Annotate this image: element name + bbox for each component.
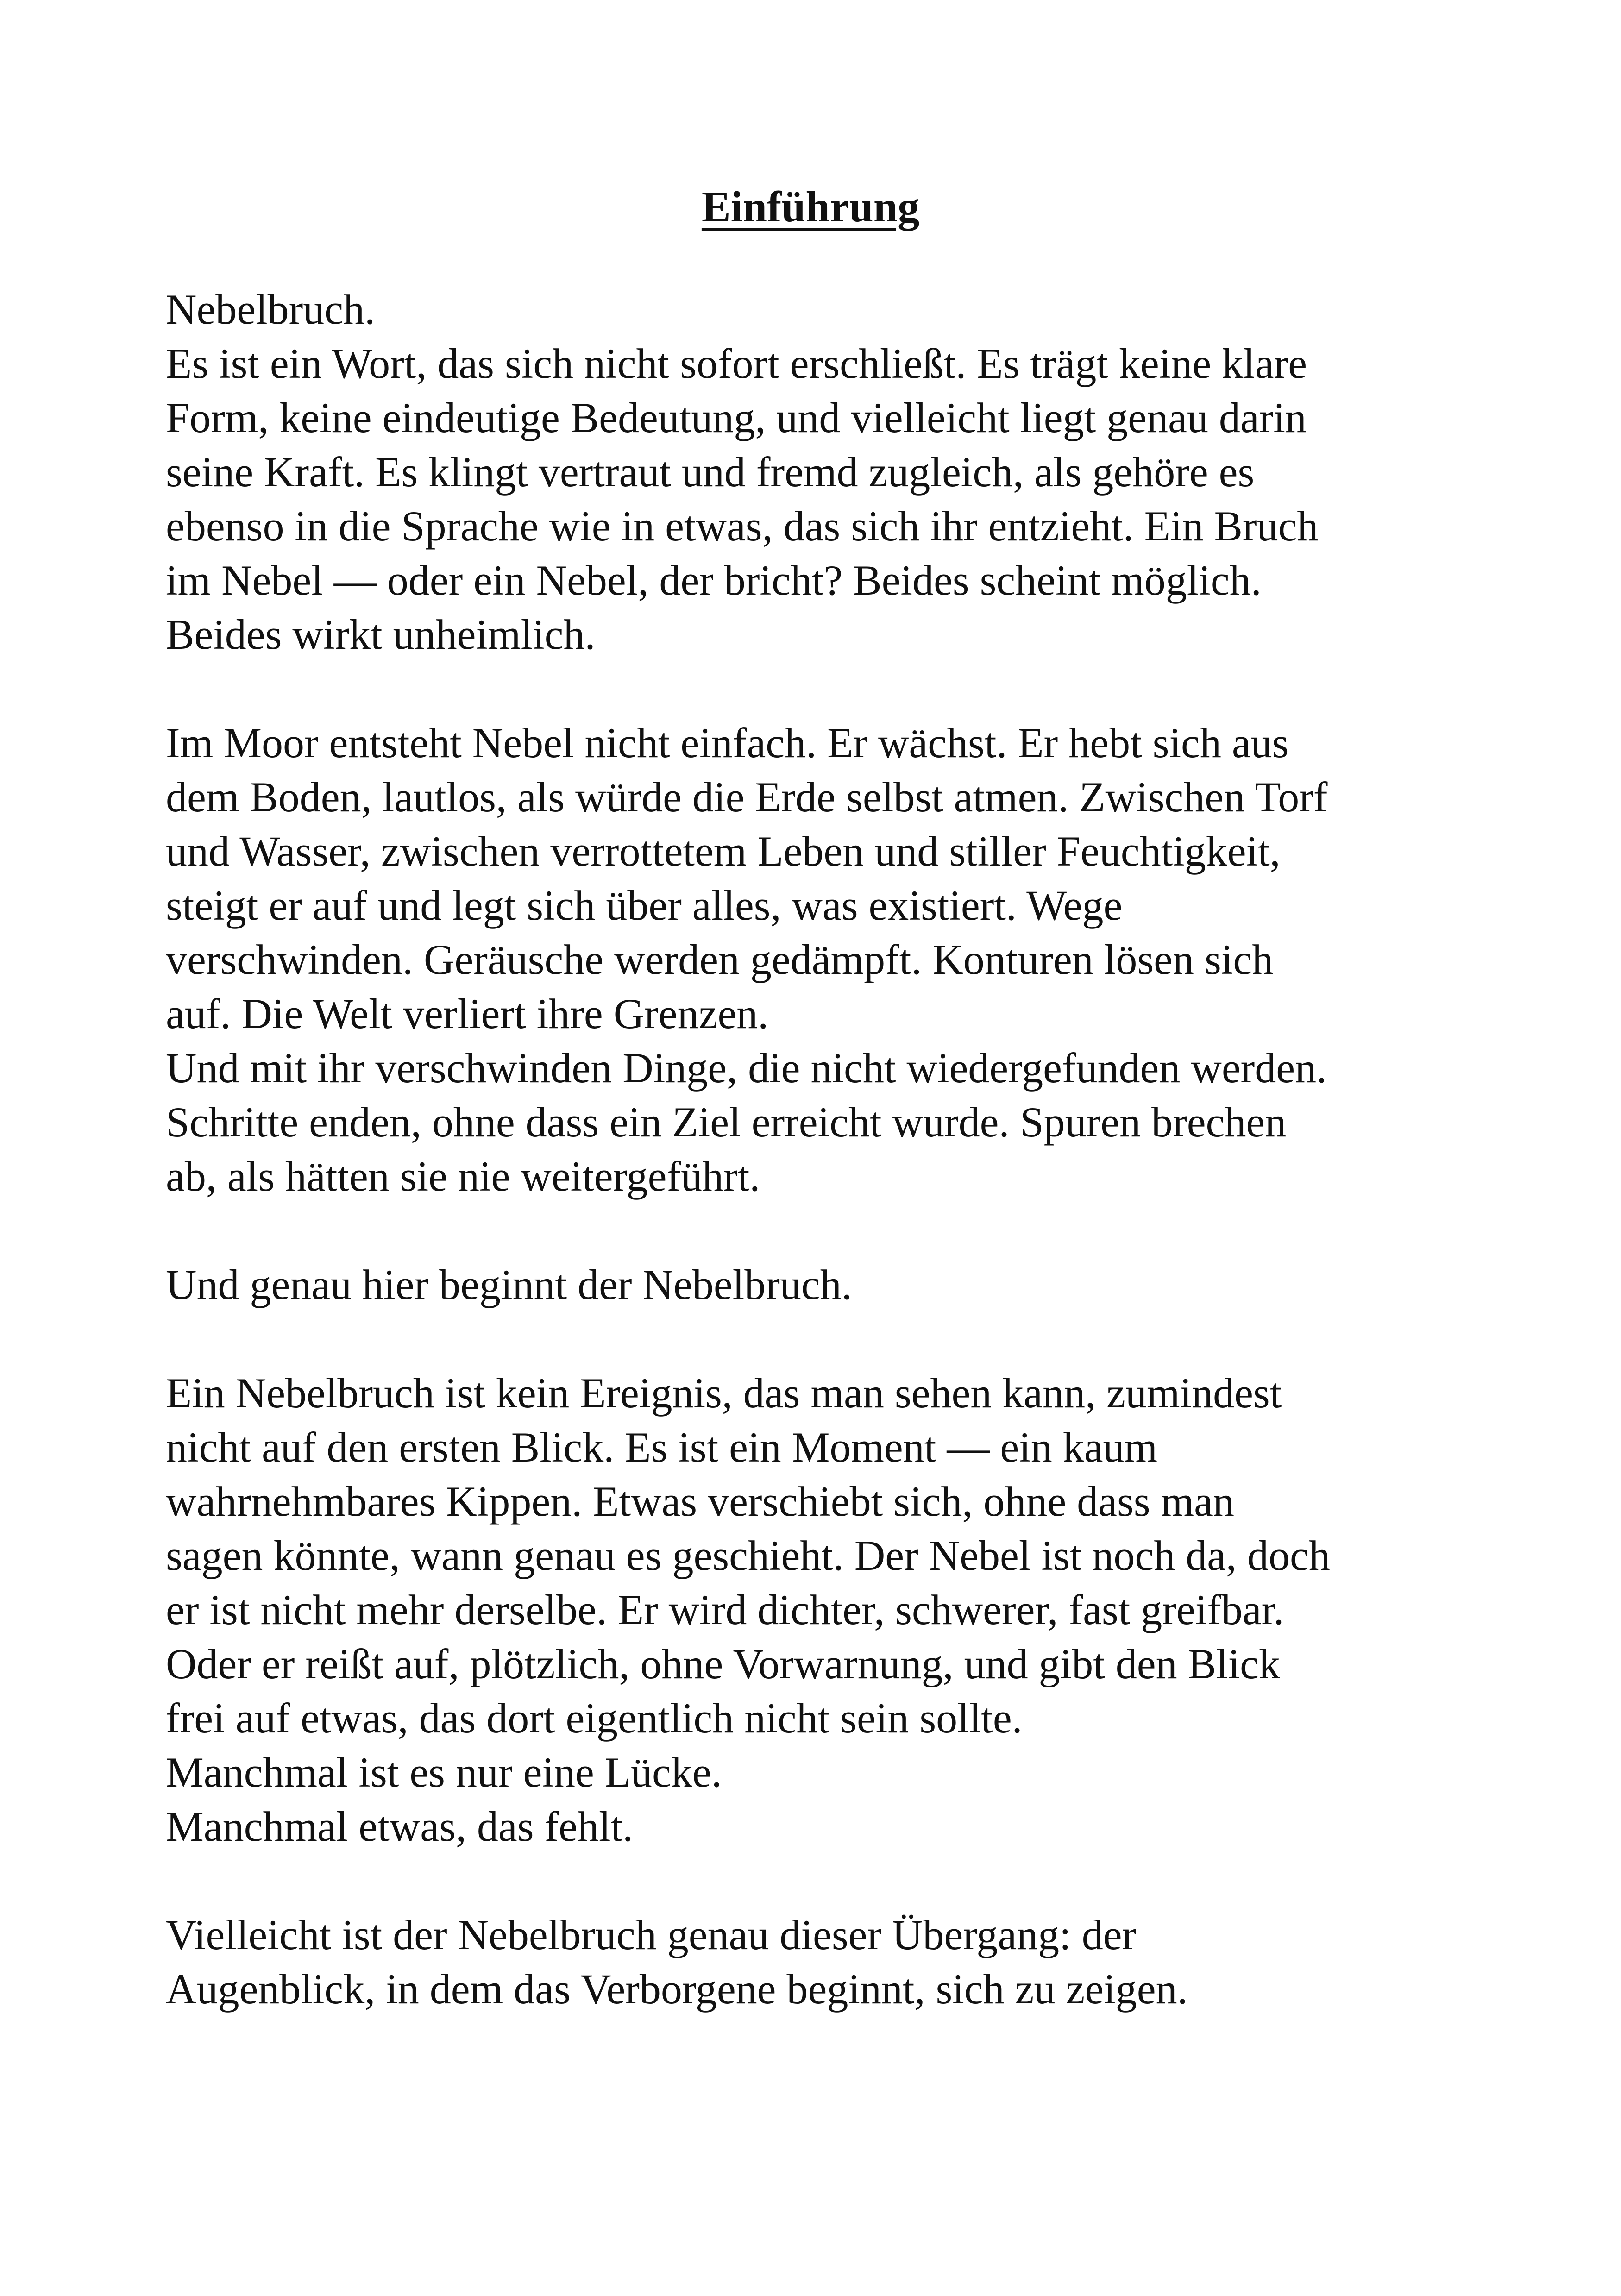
paragraph-1 [166,282,1490,662]
text-line: ebenso in die Sprache wie in etwas, das sich ihr entzieht. Ein Bruch [166,502,1319,550]
text-line: Manchmal etwas, das fehlt. [166,1803,634,1850]
paragraph-2 [166,716,1490,1204]
text-line: ab, als hätten sie nie weitergeführt. [166,1153,760,1200]
text-line: frei auf etwas, das dort eigentlich nicht sein sollte. [166,1694,1023,1742]
text-line: im Nebel — oder ein Nebel, der bricht? Beides scheint möglich. [166,557,1262,604]
text-line: Ein Nebelbruch ist kein Ereignis, das man sehen kann, zumindest [166,1369,1282,1417]
paragraph-5 [166,1908,1490,2016]
text-line: Und genau hier beginnt der Nebelbruch. [166,1261,852,1308]
text-line: Nebelbruch. [166,286,376,333]
text-line: Im Moor entsteht Nebel nicht einfach. Er wächst. Er hebt sich aus [166,719,1289,766]
text-line: dem Boden, lautlos, als würde die Erde selbst atmen. Zwischen Torf [166,773,1328,821]
text-line: Beides wirkt unheimlich. [166,611,596,658]
text-line: auf. Die Welt verliert ihre Grenzen. [166,990,769,1037]
document-body [166,282,1490,2070]
text-line: steigt er auf und legt sich über alles, was existiert. Wege [166,882,1123,929]
text-line: und Wasser, zwischen verrottetem Leben und stiller Feuchtigkeit, [166,828,1281,875]
text-line: Form, keine eindeutige Bedeutung, und vielleicht liegt genau darin [166,394,1307,441]
text-line: Es ist ein Wort, das sich nicht sofort erschließt. Es trägt keine klare [166,340,1307,387]
paragraph-3 [166,1258,1490,1312]
text-line: Manchmal ist es nur eine Lücke. [166,1749,722,1796]
document-title: Einführung [701,183,920,231]
paragraph-4 [166,1366,1490,1854]
text-line: Vielleicht ist der Nebelbruch genau dieser Übergang: der [166,1911,1137,1958]
text-line: sagen könnte, wann genau es geschieht. Der Nebel ist noch da, doch [166,1532,1330,1579]
text-line: nicht auf den ersten Blick. Es ist ein Moment — ein kaum [166,1424,1158,1471]
text-line: seine Kraft. Es klingt vertraut und fremd zugleich, als gehöre es [166,448,1255,496]
text-line: Und mit ihr verschwinden Dinge, die nicht wiedergefunden werden. [166,1044,1327,1092]
text-line: Oder er reißt auf, plötzlich, ohne Vorwarnung, und gibt den Blick [166,1640,1280,1687]
text-line: er ist nicht mehr derselbe. Er wird dichter, schwerer, fast greifbar. [166,1586,1284,1633]
text-line: verschwinden. Geräusche werden gedämpft. Konturen lösen sich [166,936,1274,983]
text-line: wahrnehmbares Kippen. Etwas verschiebt sich, ohne dass man [166,1478,1235,1525]
text-line: Schritte enden, ohne dass ein Ziel erreicht wurde. Spuren brechen [166,1098,1287,1146]
text-line: Augenblick, in dem das Verborgene beginnt, sich zu zeigen. [166,1965,1188,2013]
